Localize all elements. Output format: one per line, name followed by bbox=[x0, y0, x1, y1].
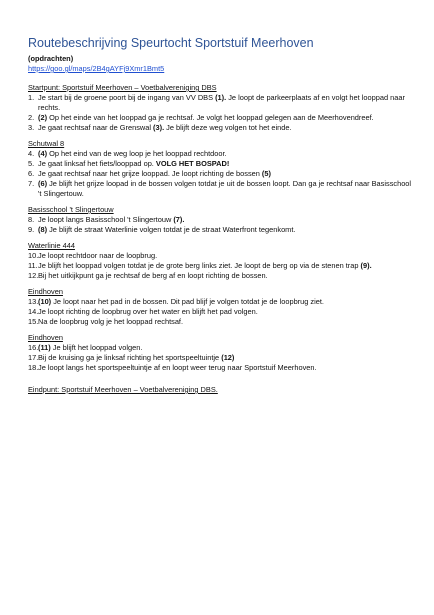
route-step bbox=[28, 317, 412, 327]
step-text: Je loopt langs het sportspeeltuintje af en loopt weer terug naar Sportstuif Meerhoven. bbox=[38, 363, 317, 372]
route-section bbox=[28, 139, 412, 199]
step-number: 7. bbox=[28, 179, 35, 188]
step-marker: (6) bbox=[38, 179, 48, 188]
route-step bbox=[28, 297, 412, 307]
route-section bbox=[28, 241, 412, 281]
step-number: 10. bbox=[28, 251, 39, 260]
step-number: 8. bbox=[28, 215, 35, 224]
route-section bbox=[28, 83, 412, 133]
step-number: 14. bbox=[28, 307, 39, 316]
step-marker: (10) bbox=[38, 297, 52, 306]
step-marker: (2) bbox=[38, 113, 48, 122]
step-text: Op het eind van de weg loop je het looppad rechtdoor. bbox=[47, 149, 227, 158]
step-number: 15. bbox=[28, 317, 39, 326]
step-list bbox=[28, 93, 412, 133]
step-text: Je gaat linksaf het fiets/looppad op. bbox=[38, 159, 156, 168]
step-text: Op het einde van het looppad ga je rechtsaf. Je volgt het looppad gelegen aan de Meerhovendreef. bbox=[47, 113, 374, 122]
section-heading: Waterlinie 444 bbox=[28, 241, 75, 250]
step-text: Je blijft het looppad volgen totdat je de grote berg links ziet. Je loopt de berg op via de stenen trap bbox=[38, 261, 361, 270]
step-number: 9. bbox=[28, 225, 35, 234]
route-section bbox=[28, 287, 412, 327]
step-text: Je loopt langs Basisschool 't Slingertouw bbox=[38, 215, 174, 224]
route-step bbox=[28, 251, 412, 261]
step-text: Je loopt de parkeerplaats af en volgt het looppad naar rechts. bbox=[38, 93, 405, 112]
route-step bbox=[28, 123, 412, 133]
section-heading: Eindhoven bbox=[28, 333, 63, 342]
step-text: Je blijft het grijze loopad in de bossen volgen totdat je uit de bossen loopt. Dan ga je rechtsaf naar Basisschool 't Slingertouw. bbox=[38, 179, 412, 198]
route-step bbox=[28, 215, 412, 225]
route-section bbox=[28, 205, 412, 235]
step-number: 6. bbox=[28, 169, 35, 178]
step-text: Je gaat rechtsaf naar het grijze looppad. Je loopt richting de bossen bbox=[38, 169, 262, 178]
route-step bbox=[28, 149, 412, 159]
section-heading: Eindhoven bbox=[28, 287, 63, 296]
route-step bbox=[28, 307, 412, 317]
step-text: Je blijft deze weg volgen tot het einde. bbox=[164, 123, 292, 132]
step-text: Bij het uitkijkpunt ga je rechtsaf de berg af en loopt richting de bossen. bbox=[38, 271, 268, 280]
step-list bbox=[28, 251, 412, 281]
step-list bbox=[28, 343, 412, 373]
route-step bbox=[28, 159, 412, 169]
step-text: Je loopt naar het pad in de bossen. Dit pad blijf je volgen totdat je de loopbrug ziet. bbox=[51, 297, 324, 306]
step-marker: VOLG HET BOSPAD! bbox=[155, 159, 230, 168]
step-text: Je loopt rechtdoor naar de loopbrug. bbox=[38, 251, 158, 260]
step-list bbox=[28, 149, 412, 199]
route-step bbox=[28, 261, 412, 271]
step-marker: (3). bbox=[153, 123, 165, 132]
step-text: Je start bij de groene poort bij de ingang van VV DBS bbox=[38, 93, 216, 102]
route-step bbox=[28, 179, 412, 199]
step-number: 4. bbox=[28, 149, 35, 158]
route-step bbox=[28, 169, 412, 179]
step-text: Bij de kruising ga je linksaf richting het sportspeeltuintje bbox=[38, 353, 222, 362]
section-heading: Startpunt: Sportstuif Meerhoven – Voetbalvereniging DBS bbox=[28, 83, 217, 92]
step-number: 5. bbox=[28, 159, 35, 168]
step-marker: (7). bbox=[173, 215, 185, 224]
step-number: 11. bbox=[28, 261, 38, 270]
step-text: Je blijft het looppad volgen. bbox=[50, 343, 143, 352]
route-map-link[interactable]: https://goo.gl/maps/2B4gAYFj9Xmr1Bmt5 bbox=[28, 64, 165, 73]
section-heading: Basisschool 't Slingertouw bbox=[28, 205, 114, 214]
document-subtitle: (opdrachten) bbox=[28, 54, 74, 63]
step-marker: (12) bbox=[221, 353, 235, 362]
route-step bbox=[28, 113, 412, 123]
route-sections bbox=[28, 83, 412, 373]
route-step bbox=[28, 93, 412, 113]
endpoint-heading: Eindpunt: Sportstuif Meerhoven – Voetbalvereniging DBS. bbox=[28, 385, 218, 394]
step-number: 12. bbox=[28, 271, 39, 280]
step-number: 16. bbox=[28, 343, 39, 352]
step-number: 1. bbox=[28, 93, 35, 102]
section-heading: Schutwal 8 bbox=[28, 139, 65, 148]
step-list bbox=[28, 215, 412, 235]
route-step bbox=[28, 353, 412, 363]
step-text: Je gaat rechtsaf naar de Grenswal bbox=[38, 123, 154, 132]
route-step bbox=[28, 271, 412, 281]
step-text: Je loopt richting de loopbrug over het water en blijft het pad volgen. bbox=[38, 307, 258, 316]
step-number: 18. bbox=[28, 363, 39, 372]
route-step bbox=[28, 343, 412, 353]
step-marker: (1). bbox=[215, 93, 227, 102]
step-marker: (9). bbox=[360, 261, 372, 270]
step-marker: (8) bbox=[38, 225, 48, 234]
step-marker: (11) bbox=[38, 343, 51, 352]
route-section bbox=[28, 333, 412, 373]
step-number: 13. bbox=[28, 297, 39, 306]
step-number: 3. bbox=[28, 123, 35, 132]
step-text: Je blijft de straat Waterlinie volgen totdat je de straat Waterfront tegenkomt. bbox=[47, 225, 296, 234]
route-step bbox=[28, 225, 412, 235]
step-marker: (5) bbox=[261, 169, 271, 178]
step-number: 2. bbox=[28, 113, 35, 122]
step-number: 17. bbox=[28, 353, 39, 362]
document-title: Routebeschrijving Speurtocht Sportstuif Meerhoven bbox=[28, 36, 314, 50]
route-step bbox=[28, 363, 412, 373]
step-marker: (4) bbox=[38, 149, 48, 158]
step-text: Na de loopbrug volg je het looppad rechtsaf. bbox=[38, 317, 184, 326]
step-list bbox=[28, 297, 412, 327]
